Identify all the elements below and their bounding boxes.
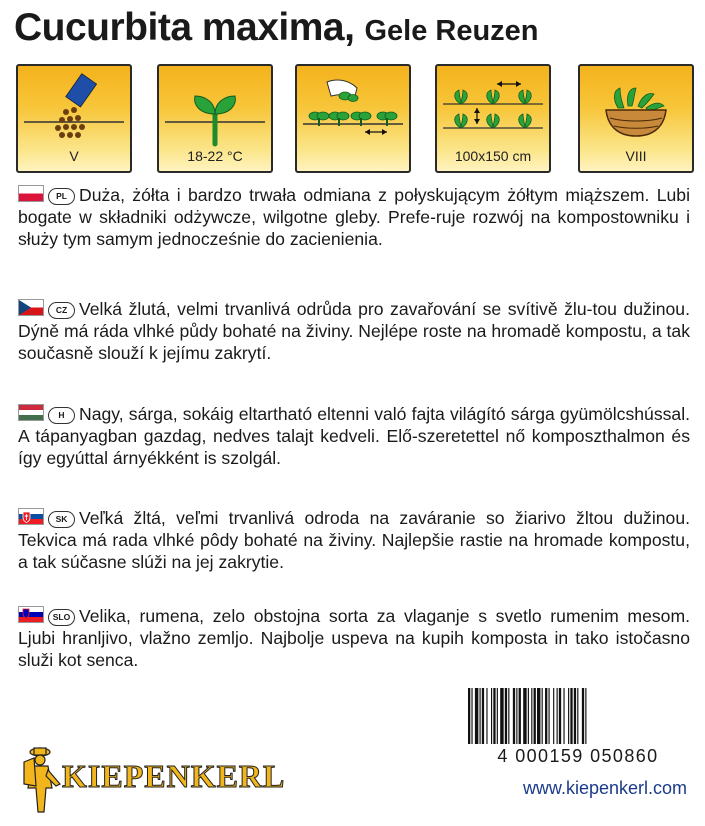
slovakia-flag-icon [18,508,44,525]
description-text: Veľká žltá, veľmi trvanlivá odroda na zaváranie so žiarivo žltou dužinou. Tekvica má rada vlhké pôdy bohaté na živiny. Najlepšie rastie na hromade kompostu, a tak súčasne slúži na jej zakrytie. [18,508,690,572]
slovenia-flag-icon [18,606,44,623]
description-slo [18,605,690,671]
description-text: Velika, rumena, zelo obstojna sorta za vlaganje s svetlo rumenim mesom. Ljubi hranljivo, vlažno zemljo. Najbolje uspeva na kupih komposta in tako istočasno služi kot senca. [18,606,690,670]
spacing-icon [435,64,551,173]
description-sk [18,507,690,573]
description-cz [18,298,690,364]
language-code: SLO [48,609,75,626]
variety-name: Gele Reuzen [364,15,539,47]
sowing-time-icon [16,64,132,173]
language-code: SK [48,511,75,528]
icon-label: VIII [625,148,647,164]
latin-name: Cucurbita maxima, [14,6,355,49]
description-hu [18,403,690,469]
language-code: PL [48,188,75,205]
product-title [14,6,539,50]
brand-name: KIEPENKERL [62,758,286,794]
harvest-icon [578,64,694,173]
description-text: Velká žlutá, velmi trvanlivá odrůda pro zavařování se svítivě žlu-tou dužinou. Dýně má ráda vlhké půdy bohaté na živiny. Nejlépe roste na hromadě kompostu, a tak současně slouží k jejímu zakrytí. [18,299,690,363]
website-link[interactable]: www.kiepenkerl.com [522,778,687,798]
icon-label: 100x150 cm [454,148,532,164]
cultivation-icons [16,64,692,171]
barcode-number: 4 000159 050860 [497,746,659,766]
czech-flag-icon [18,299,44,316]
icon-label: V [69,148,79,164]
barcode-icon [466,688,690,744]
language-code: CZ [48,302,75,319]
hungary-flag-icon [18,404,44,421]
description-text: Nagy, sárga, sokáig eltartható eltenni való fajta világító sárga gyümölcshússal. A tápanyagban gazdag, nedves talajt kedveli. Elő-szeretettel nő komposzthalmon és így egyúttal árnyékként is szolgál. [18,404,690,468]
language-code: H [48,407,75,424]
description-pl [18,184,690,250]
description-text: Duża, żółta i bardzo trwała odmiana z połyskującym żółtym miąższem. Lubi bogate w składniki odżywcze, wilgotne gleby. Prefe-ruje rozwój na kompostowniku i służy tym samym jednocześnie do zacienienia. [18,185,690,249]
planting-icon [295,64,411,173]
poland-flag-icon [18,185,44,202]
icon-label: 18-22 °C [187,148,243,164]
temperature-icon [157,64,273,173]
